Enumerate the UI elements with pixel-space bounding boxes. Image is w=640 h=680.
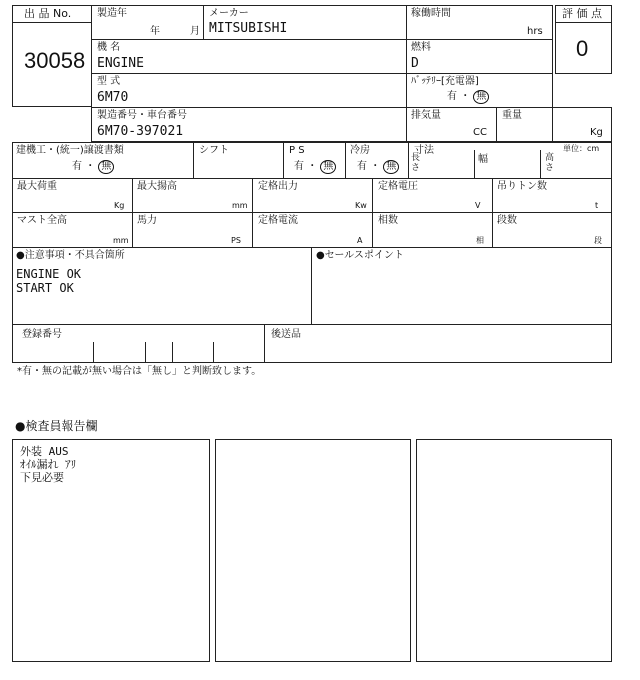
ps-label: P S (289, 145, 305, 156)
header-rule (91, 107, 553, 108)
notes-divider (264, 324, 265, 363)
maker-value: MITSUBISHI (209, 21, 288, 36)
header-rule (91, 73, 553, 74)
dot-text: ・ (460, 91, 471, 102)
spec-divider (540, 150, 541, 178)
type-value: 6M70 (97, 90, 129, 105)
header-divider (203, 5, 204, 39)
caution-text: ENGINE OK START OK (16, 267, 82, 295)
no-circled: 無 (383, 160, 399, 174)
reg-cell-divider (172, 342, 173, 363)
max-lift-label: 最大揚高 (137, 181, 177, 192)
dot-text: ・ (307, 161, 318, 172)
power-unit: PS (231, 236, 241, 245)
displacement-unit: CC (473, 127, 487, 138)
mast-unit: mm (113, 236, 129, 245)
lot-label: 出 品 No. (24, 7, 72, 20)
phase-label: 相数 (378, 215, 398, 226)
cooler-label: 冷房 (350, 145, 370, 156)
displacement-label: 排気量 (411, 110, 441, 121)
shift-label: シフト (199, 145, 229, 156)
weight-label: 重量 (502, 110, 522, 121)
spec-grid (12, 142, 612, 248)
mast-label: マスト全高 (17, 215, 67, 226)
reg-cell-divider (213, 342, 214, 363)
spec-rule (12, 212, 612, 213)
inspector-col-1-text: 外装 AUS ｵｲﾙ漏れ ｱﾘ 下見必要 (20, 445, 77, 484)
inspector-col-3 (416, 439, 612, 662)
header-rule (91, 39, 553, 40)
hours-label: 稼働時間 (411, 8, 451, 19)
cooler-yes-no (357, 160, 399, 174)
transfer-yes-no (72, 160, 114, 174)
month-unit: 月 (190, 26, 200, 37)
reg-cell-divider (93, 342, 94, 363)
max-load-label: 最大荷重 (17, 181, 57, 192)
spec-divider (474, 150, 475, 178)
grade-label: 評 価 点 (562, 7, 602, 20)
fuel-label: 燃料 (411, 42, 431, 53)
transfer-label: 建機工・(統一)譲渡書類 (16, 145, 124, 156)
grade-value: 0 (576, 36, 589, 61)
sales-label: ●セールスポイント (316, 250, 404, 261)
rated-output-unit: Kw (355, 201, 367, 210)
battery-yes-no (447, 90, 489, 104)
spec-divider (372, 178, 373, 248)
spec-divider (492, 178, 493, 248)
lot-number: 30058 (24, 48, 86, 73)
inspector-col-2 (215, 439, 411, 662)
spec-divider (193, 142, 194, 178)
inspector-title: ●検査員報告欄 (15, 419, 98, 433)
yes-text: 有 (294, 161, 304, 172)
type-label: 型 式 (97, 76, 121, 87)
spec-divider (252, 178, 253, 248)
size-unit: 単位：cm (563, 144, 600, 153)
weight-unit: Kg (590, 127, 603, 138)
length-label: 長 さ (411, 153, 421, 173)
hours-unit: hrs (527, 26, 543, 37)
model-value: ENGINE (97, 56, 144, 71)
steps-label: 段数 (497, 215, 517, 226)
year-label: 製造年 (97, 8, 127, 19)
spec-rule (12, 178, 612, 179)
ps-yes-no (294, 160, 336, 174)
phase-unit: 相 (476, 236, 484, 245)
dot-text: ・ (85, 161, 96, 172)
rated-current-unit: A (357, 236, 363, 245)
max-lift-unit: mm (232, 201, 248, 210)
reg-label: 登録番号 (22, 329, 62, 340)
spec-divider (283, 142, 284, 178)
shipping-label: 後送品 (271, 329, 301, 340)
spec-divider (345, 142, 346, 178)
rated-current-label: 定格電流 (258, 215, 298, 226)
no-circled: 無 (473, 90, 489, 104)
steps-unit: 段 (594, 236, 602, 245)
notes-rule (12, 324, 612, 325)
size-label: 寸法 (414, 145, 434, 156)
rated-output-label: 定格出力 (258, 181, 298, 192)
crane-label: 吊りトン数 (497, 181, 547, 192)
reg-cell-divider (145, 342, 146, 363)
no-circled: 無 (98, 160, 114, 174)
caution-label: ●注意事項・不具合箇所 (16, 250, 125, 261)
height-label: 高 さ (545, 153, 555, 173)
notes-box (12, 247, 612, 363)
dot-text: ・ (370, 161, 381, 172)
year-unit: 年 (150, 26, 160, 37)
yes-text: 有 (72, 161, 82, 172)
notes-divider (311, 247, 312, 325)
power-label: 馬力 (137, 215, 157, 226)
spec-divider (132, 178, 133, 248)
width-label: 幅 (478, 154, 488, 165)
rated-voltage-unit: V (475, 201, 481, 210)
footnote: *有・無の記載が無い場合は「無し」と判断致します。 (17, 366, 262, 377)
serial-value: 6M70-397021 (97, 124, 184, 139)
spec-divider (408, 142, 409, 178)
no-circled: 無 (320, 160, 336, 174)
rated-voltage-label: 定格電圧 (378, 181, 418, 192)
serial-label: 製造番号・車台番号 (97, 110, 187, 121)
maker-label: メーカー (209, 8, 249, 19)
model-label: 機 名 (97, 42, 121, 53)
crane-unit: t (595, 201, 599, 210)
battery-label: ﾊﾞｯﾃﾘｰ[充電器] (411, 76, 479, 87)
yes-text: 有 (447, 91, 457, 102)
max-load-unit: Kg (114, 201, 125, 210)
yes-text: 有 (357, 161, 367, 172)
header-divider (406, 5, 407, 142)
fuel-value: D (411, 56, 419, 71)
